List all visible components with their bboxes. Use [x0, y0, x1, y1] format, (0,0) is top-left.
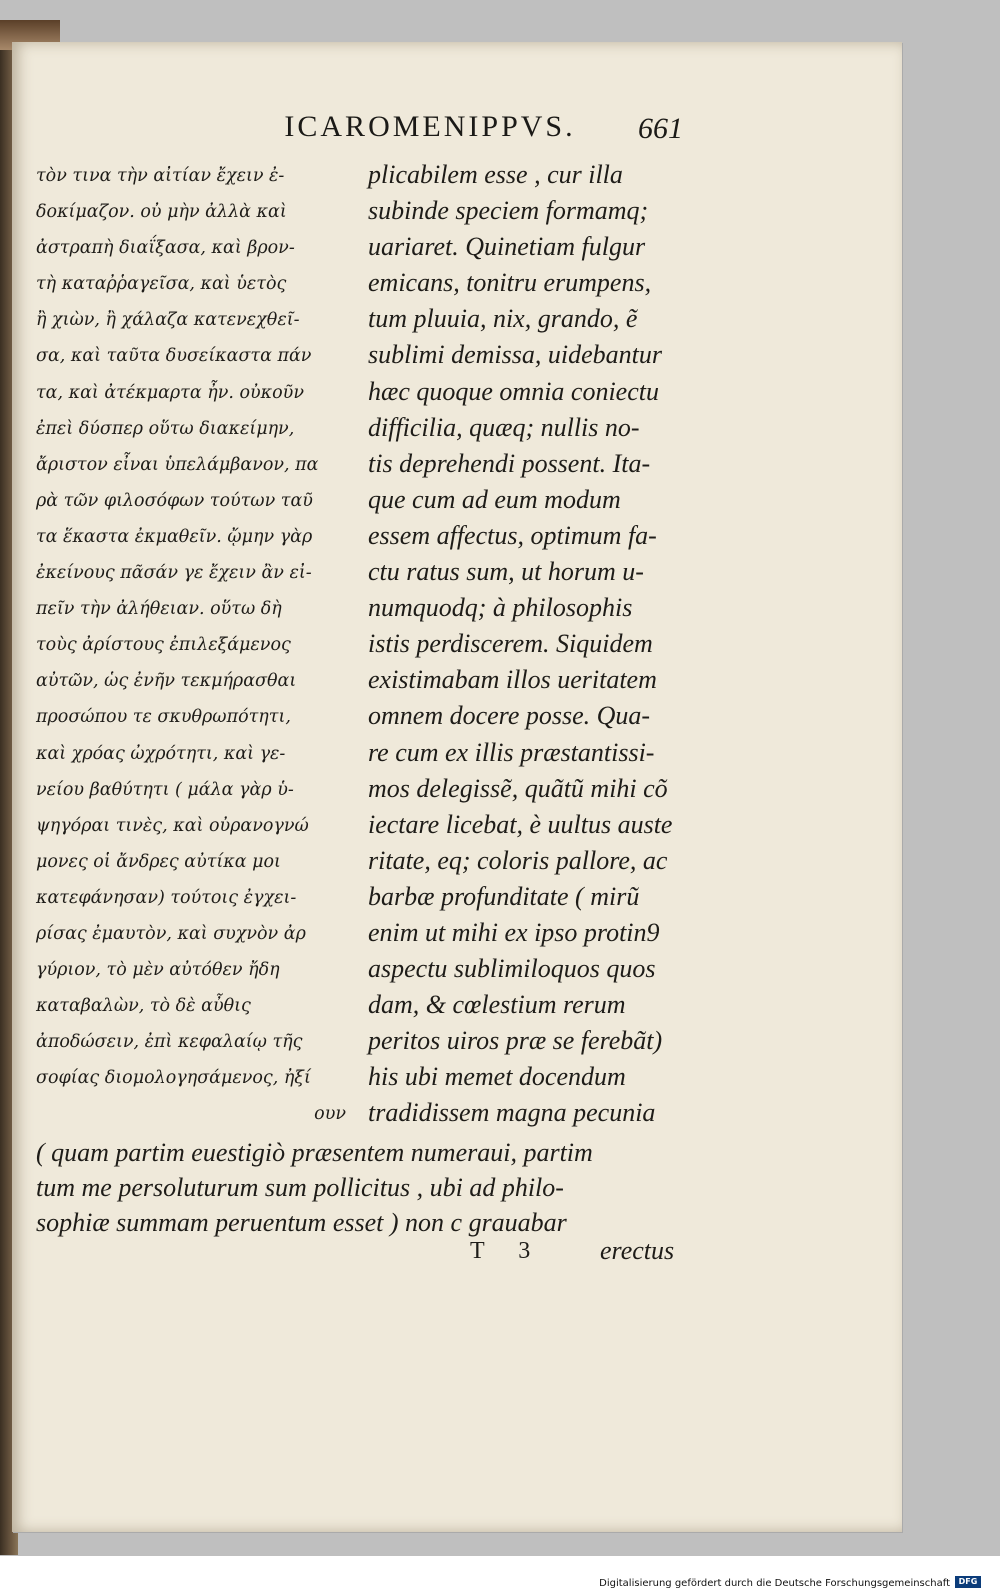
greek-text-line: κατεφάνησαν) τούτοις ἐγχει- [36, 887, 297, 908]
latin-text-line: peritos uiros præ se ferebãt) [368, 1026, 663, 1056]
greek-text-line: τοὺς ἀρίστους ἐπιλεξάμενος [36, 635, 291, 656]
latin-text-line: difficilia, quæq; nullis no- [368, 412, 640, 442]
greek-text-line: προσώπου τε σκυθρωπότητι, [36, 707, 291, 728]
greek-text-line: ἐκείνους πᾶσάν γε ἔχειν ἂν εἰ- [36, 563, 312, 584]
signature-mark: T 3 [470, 1238, 545, 1264]
page-number: 661 [638, 112, 683, 145]
latin-text-line: aspectu sublimiloquos quos [368, 954, 656, 984]
latin-text-line: hæc quoque omnia coniectu [368, 376, 659, 406]
greek-text-line: καὶ χρόας ὠχρότητι, καὶ γε- [36, 743, 286, 764]
latin-text-line: ( quam partim euestigiò præsentem numeraui, partim [36, 1138, 593, 1167]
greek-text-line: αὐτῶν, ὡς ἐνῆν τεκμήρασθαι [36, 671, 297, 692]
latin-text-line: tradidissem magna pecunia [368, 1098, 656, 1128]
catchword: erectus [600, 1236, 675, 1265]
greek-text-line: ρίσας ἐμαυτὸν, καὶ συχνὸν ἀρ [36, 923, 306, 944]
latin-text-line: plicabilem esse , cur illa [368, 160, 623, 189]
greek-text-line: σα, καὶ ταῦτα δυσείκαστα πάν [36, 346, 312, 367]
latin-text-line: numquodq; à philosophis [368, 593, 633, 623]
greek-text-line: ἄριστον εἶναι ὑπελάμβανον, πα [36, 454, 319, 475]
dfg-logo-icon: DFG [955, 1576, 981, 1588]
greek-text-line: τὸν τινα τὴν αἰτίαν ἔχειν ἐ- [36, 166, 285, 186]
latin-text-line: mos delegissẽ, quãtũ mihi cõ [368, 773, 668, 803]
greek-text-line: ρὰ τῶν φιλοσόφων τούτων ταῦ [36, 490, 313, 511]
latin-full-width-text [36, 1135, 686, 1240]
latin-text-line: tis deprehendi possent. Ita- [368, 448, 651, 478]
latin-text-line: existimabam illos ueritatem [368, 665, 657, 695]
latin-text-line: essem affectus, optimum fa- [368, 520, 657, 550]
greek-text-line: σοφίας διομολογησάμενος, ἠξί [36, 1068, 311, 1089]
latin-text-line: iectare licebat, è uultus auste [368, 809, 673, 839]
latin-text-line: emicans, tonitru erumpens, [368, 268, 652, 298]
running-title: ICAROMENIPPVS. [284, 110, 576, 143]
greek-text-line: τα ἕκαστα ἐκμαθεῖν. ᾤμην γὰρ [36, 526, 313, 547]
greek-text-line: τα, καὶ ἀτέκμαρτα ἦν. οὐκοῦν [36, 382, 304, 403]
latin-text-line: re cum ex illis præstantissi- [368, 737, 655, 767]
latin-text-line: his ubi memet docendum [368, 1062, 626, 1092]
latin-text-line: enim ut mihi ex ipso protin9 [368, 917, 660, 947]
greek-text-line: ἢ χιὼν, ἢ χάλαζα κατενεχθεῖ- [36, 310, 300, 331]
latin-text-column [368, 157, 688, 1132]
latin-text-line: uariaret. Quinetiam fulgur [368, 232, 646, 262]
latin-text-line: omnem docere posse. Qua- [368, 701, 651, 731]
greek-text-line: νείου βαθύτητι ( μάλα γὰρ ὑ- [36, 779, 294, 800]
latin-text-line: dam, & cœlestium rerum [368, 990, 626, 1020]
latin-text-line: sublimi demissa, uidebantur [368, 340, 662, 370]
greek-text-line: τὴ καταῤῥαγεῖσα, καὶ ὑετὸς [36, 274, 287, 295]
greek-text-column [36, 158, 346, 1133]
latin-text-line: subinde speciem formamq; [368, 196, 649, 226]
latin-text-line: sophiæ summam peruentum esset ) non c grauabar [36, 1208, 567, 1237]
latin-text-line: que cum ad eum modum [368, 484, 621, 514]
latin-text-line: istis perdiscerem. Siquidem [368, 629, 653, 659]
greek-text-line: ουν [314, 1104, 346, 1125]
greek-text-line: ψηγόραι τινὲς, καὶ οὐρανογνώ [36, 815, 309, 836]
greek-text-line: ἀστραπὴ διαΐξασα, καὶ βρον- [36, 238, 295, 259]
greek-text-line: ἐπεὶ δύσπερ οὕτω διακείμην, [36, 418, 295, 439]
latin-text-line: ctu ratus sum, ut horum u- [368, 557, 644, 587]
greek-text-line: πεῖν τὴν ἀλήθειαν. οὕτω δὴ [36, 599, 282, 620]
greek-text-line: μονες οἱ ἄνδρες αὐτίκα μοι [36, 851, 281, 872]
greek-text-line: δοκίμαζον. οὐ μὴν ἀλλὰ καὶ [36, 202, 287, 223]
latin-text-line: tum me persoluturum sum pollicitus , ubi ad philo- [36, 1173, 564, 1202]
latin-text-line: tum pluuia, nix, grando, ẽ [368, 304, 638, 334]
latin-text-line: ritate, eq; coloris pallore, ac [368, 845, 668, 875]
greek-text-line: καταβαλὼν, τὸ δὲ αὖθις [36, 996, 251, 1017]
greek-text-line: γύριον, τὸ μὲν αὐτόθεν ἤδη [36, 960, 280, 981]
greek-text-line: ἀποδώσειν, ἐπὶ κεφαλαίῳ τῆς [36, 1032, 303, 1053]
latin-text-line: barbæ profunditate ( mirũ [368, 881, 640, 911]
digitization-credit: Digitalisierung gefördert durch die Deutsche Forschungsgemeinschaft [599, 1578, 950, 1589]
